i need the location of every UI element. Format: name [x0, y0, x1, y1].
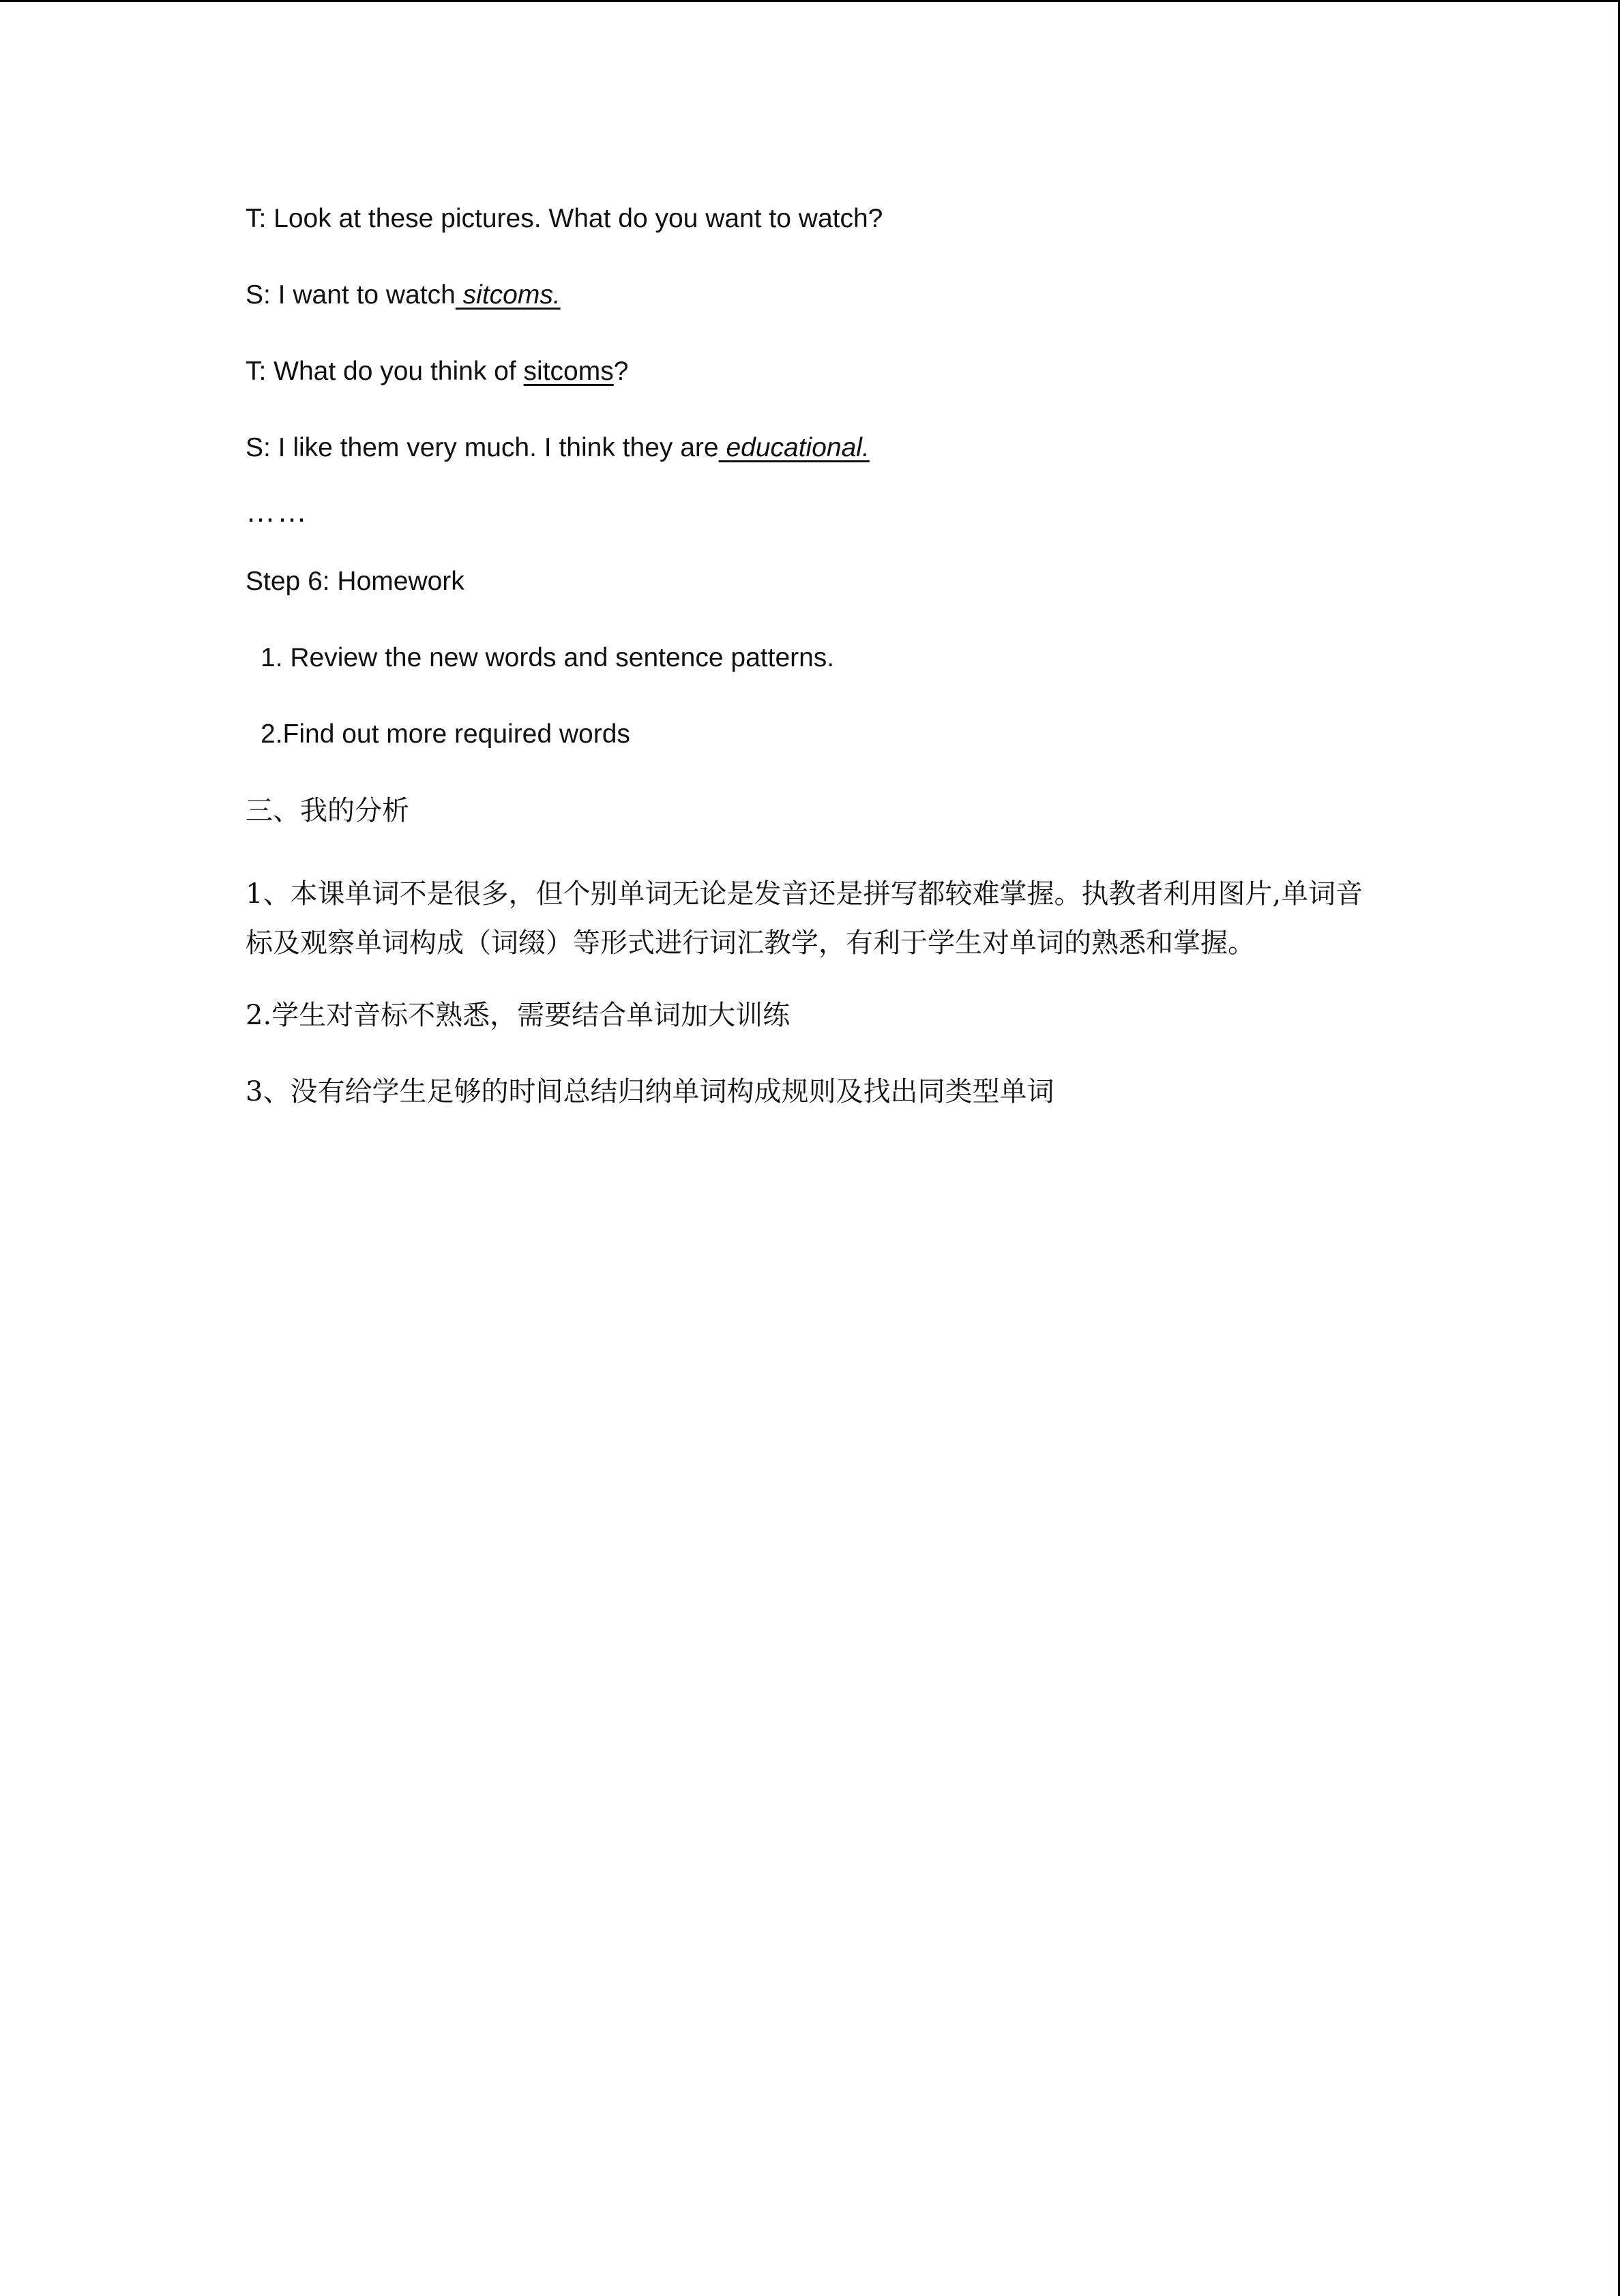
dialogue-text: S: I want to watch	[246, 280, 456, 310]
underlined-word-sitcoms: sitcoms	[523, 357, 614, 386]
dialogue-line-student-opinion	[246, 430, 1371, 466]
dialogue-text: S: I like them very much. I think they are	[246, 433, 719, 462]
answer-word-sitcoms: sitcoms.	[455, 280, 561, 310]
dialogue-line-student-answer	[246, 278, 1371, 313]
homework-item: 1. Review the new words and sentence patterns.	[261, 643, 835, 672]
dialogue-line-teacher-opinion	[246, 354, 1371, 389]
analysis-point: 3、没有给学生足够的时间总结归纳单词构成规则及找出同类型单词	[246, 1076, 1054, 1107]
homework-title: Step 6: Homework	[246, 567, 464, 596]
ellipsis: ……	[246, 495, 308, 528]
analysis-title: 三、我的分析	[246, 795, 409, 826]
homework-item: 2.Find out more required words	[261, 719, 630, 749]
dialogue-text: ?	[613, 357, 629, 386]
document-body	[246, 201, 1371, 1109]
dialogue-line-teacher-question: T: Look at these pictures. What do you want to watch?	[246, 204, 883, 233]
analysis-point: 1、本课单词不是很多，但个别单词无论是发音还是拼写都较难掌握。执教者利用图片,单词音标及观察单词构成（词缀）等形式进行词汇教学，有利于学生对单词的熟悉和掌握。	[246, 878, 1363, 959]
analysis-point: 2.学生对音标不熟悉，需要结合单词加大训练	[246, 1000, 791, 1031]
answer-word-educational: educational.	[718, 433, 870, 462]
dialogue-text: T: What do you think of	[246, 357, 524, 386]
